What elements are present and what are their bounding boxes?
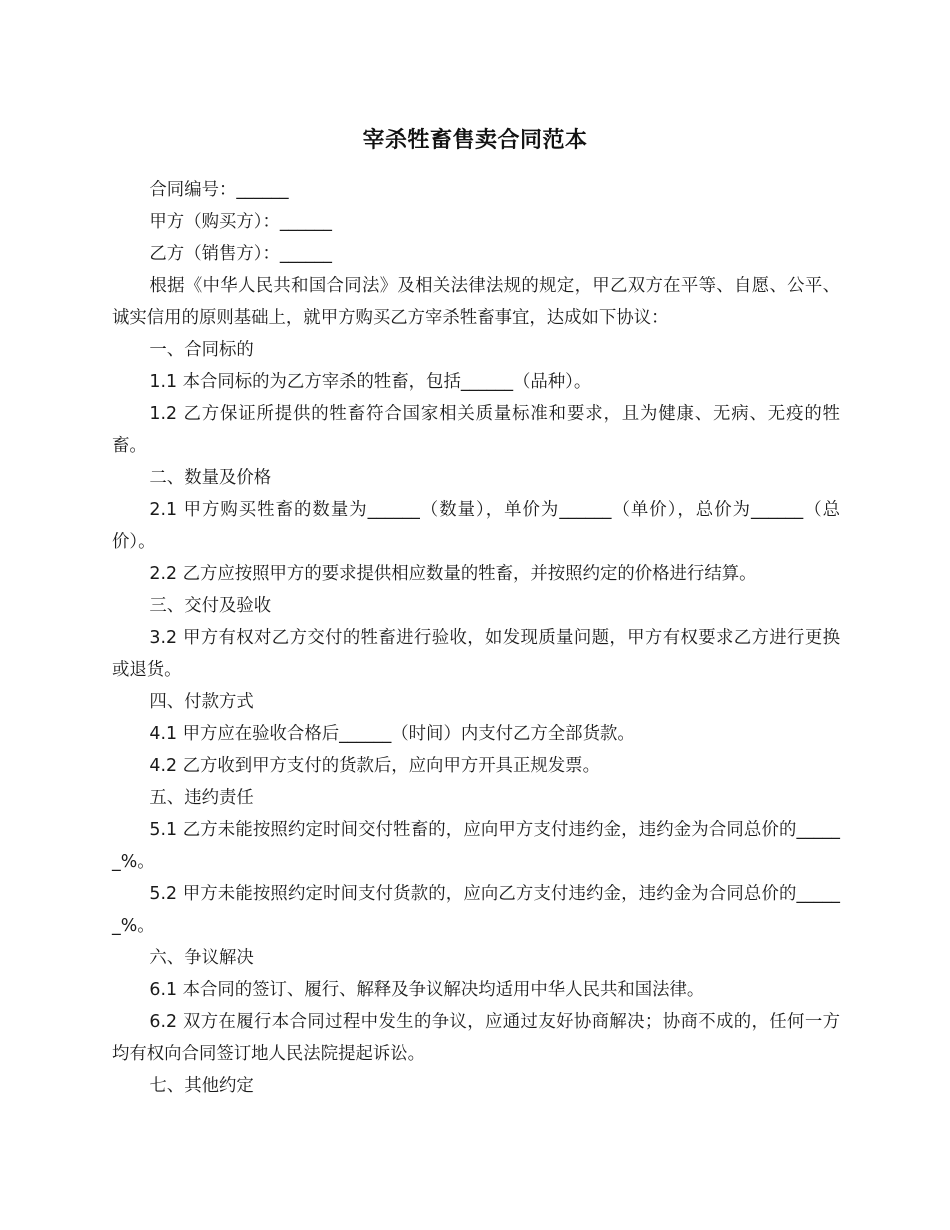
clause-paragraph: 6.1 本合同的签订、履行、解释及争议解决均适用中华人民共和国法律。 (149, 980, 705, 1000)
clause-paragraph: 2.1 甲方购买牲畜的数量为______（数量），单价为______（单价），总价为______（总价）。 (112, 500, 840, 552)
section-heading: 五、违约责任 (149, 788, 254, 808)
preamble-paragraph: 根据《中华人民共和国合同法》及相关法律法规的规定，甲乙双方在平等、自愿、公平、诚实信用的原则基础上，就甲方购买乙方宰杀牲畜事宜，达成如下协议： (112, 276, 840, 328)
clause-paragraph: 2.2 乙方应按照甲方的要求提供相应数量的牲畜，并按照约定的价格进行结算。 (149, 564, 757, 584)
section-heading: 四、付款方式 (149, 692, 254, 712)
section-heading: 七、其他约定 (149, 1076, 254, 1096)
clause-paragraph: 3.2 甲方有权对乙方交付的牲畜进行验收，如发现质量问题，甲方有权要求乙方进行更换或退货。 (112, 628, 840, 680)
clause-paragraph: 1.1 本合同标的为乙方宰杀的牲畜，包括______（品种）。 (149, 372, 592, 392)
clause-paragraph: 5.1 乙方未能按照约定时间交付牲畜的，应向甲方支付违约金，违约金为合同总价的______%。 (112, 820, 840, 872)
contract-number-line: 合同编号：______ (149, 180, 289, 200)
clause-paragraph: 4.1 甲方应在验收合格后______（时间）内支付乙方全部货款。 (149, 724, 635, 744)
clause-paragraph: 6.2 双方在履行本合同过程中发生的争议，应通过友好协商解决；协商不成的，任何一方均有权向合同签订地人民法院提起诉讼。 (112, 1012, 840, 1064)
document-body (112, 174, 840, 1102)
clause-paragraph: 1.2 乙方保证所提供的牲畜符合国家相关质量标准和要求，且为健康、无病、无疫的牲畜。 (112, 404, 840, 456)
section-heading: 三、交付及验收 (149, 596, 272, 616)
document-title: 宰杀牲畜售卖合同范本 (362, 128, 588, 153)
clause-paragraph: 4.2 乙方收到甲方支付的货款后，应向甲方开具正规发票。 (149, 756, 600, 776)
party-a-line: 甲方（购买方）：______ (149, 212, 333, 232)
party-b-line: 乙方（销售方）：______ (149, 244, 333, 264)
clause-paragraph: 5.2 甲方未能按照约定时间支付货款的，应向乙方支付违约金，违约金为合同总价的______%。 (112, 884, 840, 936)
section-heading: 二、数量及价格 (149, 468, 272, 488)
section-heading: 一、合同标的 (149, 340, 254, 360)
section-heading: 六、争议解决 (149, 948, 254, 968)
